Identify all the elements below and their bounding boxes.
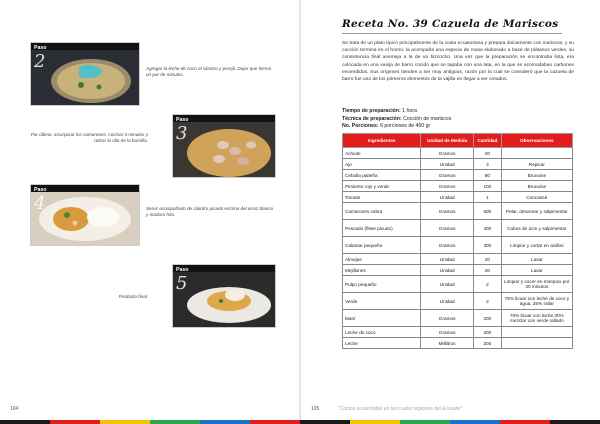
observation-cell: Lavar (501, 265, 572, 276)
ingredient-cell: Almejas (343, 254, 421, 265)
quantity-cell: 500 (474, 203, 502, 220)
prep-time-label: Tiempo de preparación: (342, 108, 401, 114)
unit-cell: Gramos (421, 327, 474, 338)
step-4-image (31, 185, 139, 245)
observation-cell: Brunoise (501, 170, 572, 181)
step-5-tag: Paso (176, 267, 189, 273)
quantity-cell: 2 (474, 293, 502, 310)
unit-cell: Unidad (421, 159, 474, 170)
quantity-cell: 200 (474, 310, 502, 327)
ingredient-cell: Leche (343, 338, 421, 349)
step-4-caption: Servir acompañado de cilantro picado encima del arroz blanco y maduro frito. (146, 206, 274, 217)
step-4-tag: Paso (34, 187, 47, 193)
table-row (343, 181, 573, 192)
unit-cell: Gramos (421, 170, 474, 181)
ingredients-table (342, 133, 573, 349)
ingredient-cell: Camarones cebra (343, 203, 421, 220)
header-cantidad: Cantidad (474, 134, 502, 148)
quantity-cell: 400 (474, 220, 502, 237)
left-page (0, 0, 299, 424)
title-divider (342, 33, 562, 34)
step-3-caption: Por último, incorporar los camarones, cocinar 3 minutos y retirar la olla de la hornilla. (30, 132, 148, 143)
quantity-cell: 3 (474, 159, 502, 170)
unit-cell: Gramos (421, 310, 474, 327)
table-row (343, 293, 573, 310)
ingredient-cell: Pulpo pequeño (343, 276, 421, 293)
step-3-tag: Paso (176, 117, 189, 123)
observation-cell: Limpiar y cocer en mirepoix por 30 minutos (501, 276, 572, 293)
ingredient-cell: Pimiento rojo y verde (343, 181, 421, 192)
color-bar-segment (400, 420, 450, 424)
unit-cell: Gramos (421, 237, 474, 254)
step-5-number: 5 (176, 273, 188, 294)
table-row (343, 170, 573, 181)
step-2-tag: Paso (34, 45, 47, 51)
step-3-image (173, 115, 275, 177)
step-2-number: 2 (34, 51, 46, 72)
table-row (343, 192, 573, 203)
left-page-number: 104 (10, 406, 19, 412)
quantity-cell: 200 (474, 338, 502, 349)
table-row (343, 159, 573, 170)
unit-cell: Unidad (421, 276, 474, 293)
table-row (343, 237, 573, 254)
step-photo-2 (30, 42, 140, 106)
footer-quote: "Cocina sustentable en las cuatro regiones del Ecuador" (338, 406, 463, 412)
right-page (301, 0, 600, 424)
unit-cell: Gramos (421, 181, 474, 192)
ingredient-cell: Pescado (filete picudo) (343, 220, 421, 237)
color-bar-segment (300, 420, 350, 424)
ingredient-cell: Leche de coco (343, 327, 421, 338)
header-observaciones: Observaciones (501, 134, 572, 148)
table-row (343, 254, 573, 265)
portions-value: 6 porciones de 450 gr (380, 123, 431, 130)
ingredient-cell: Achiote (343, 148, 421, 159)
quantity-cell: 80 (474, 170, 502, 181)
observation-cell: Pelar, desvenar y salpimentar (501, 203, 572, 220)
recipe-title: Receta No. 39 Cazuela de Mariscos (342, 18, 559, 30)
color-bar-segment (350, 420, 400, 424)
ingredient-cell: Calamar pequeño (343, 237, 421, 254)
table-row (343, 310, 573, 327)
observation-cell: Lavar (501, 254, 572, 265)
observation-cell: Brunoise (501, 181, 572, 192)
observation-cell (501, 148, 572, 159)
color-bar (0, 420, 600, 424)
ingredient-cell: Verde (343, 293, 421, 310)
quantity-cell: 20 (474, 265, 502, 276)
quantity-cell: 300 (474, 237, 502, 254)
step-photo-5 (172, 264, 276, 328)
quantity-cell: 200 (474, 327, 502, 338)
step-2-caption: Agregar la leche de coco el cilantro y perejil. Dejar que hierva un par de minutos. (146, 66, 272, 77)
table-row (343, 276, 573, 293)
prep-time-value: 1 hora (402, 108, 417, 114)
step-3-number: 3 (176, 123, 188, 144)
ingredient-cell: Cebolla paiteña (343, 170, 421, 181)
unit-cell: Gramos (421, 148, 474, 159)
table-body (343, 148, 573, 349)
recipe-meta (342, 108, 451, 131)
ingredient-cell: Ajo (343, 159, 421, 170)
unit-cell: Gramos (421, 220, 474, 237)
step-photo-3 (172, 114, 276, 178)
color-bar-segment (50, 420, 100, 424)
ingredient-cell: Maní (343, 310, 421, 327)
unit-cell: Mililitros (421, 338, 474, 349)
quantity-cell: 2 (474, 276, 502, 293)
step-5-image (173, 265, 275, 327)
table-row (343, 265, 573, 276)
table-row (343, 338, 573, 349)
quantity-cell: 20 (474, 254, 502, 265)
color-bar-segment (500, 420, 550, 424)
unit-cell: Unidad (421, 254, 474, 265)
step-5-caption: Producto final. (118, 294, 148, 299)
header-unidad: Unidad de Medida (421, 134, 474, 148)
color-bar-segment (450, 420, 500, 424)
quantity-cell: 100 (474, 181, 502, 192)
portions-label: No. Porciones: (342, 123, 379, 130)
table-row (343, 148, 573, 159)
color-bar-segment (100, 420, 150, 424)
ingredient-cell: Mejillones (343, 265, 421, 276)
observation-cell (501, 338, 572, 349)
quantity-cell: 20 (474, 148, 502, 159)
header-ingredientes: Ingredientes (343, 134, 421, 148)
ingredient-cell: Tomate (343, 192, 421, 203)
unit-cell: Unidad (421, 293, 474, 310)
observation-cell: 70% licuar con leche,30% mezclar con verde rallado (501, 310, 572, 327)
table-header-row (343, 134, 573, 148)
observation-cell: Limpiar y cortar en anillos (501, 237, 572, 254)
unit-cell: Unidad (421, 265, 474, 276)
technique-value: Cocción de mariscos (403, 115, 452, 122)
right-page-number: 105 (311, 406, 320, 412)
recipe-intro: Se trata de un plato típico principalmente de la costa ecuatoriana y prepara únicamente con mariscos, y su cocción termina en el horno, la acompaña una especie de masa elaborado a base de plátanos verdes, su consistencia final asemeja a la de un bizcocho. Una vez que la preparación se encontraba lista, era colocada en una vasija de barro cocido que se tapaba con una lata, en la que se acomodaban carbones encendidos. Sus orígenes tienden a ser muy antiguos, razón por la cual se consideró que la cazuela de barro fue uno de los primeros elementos de la vajilla en llegar a ser creados. (342, 41, 574, 83)
table-row (343, 327, 573, 338)
color-bar-segment (550, 420, 600, 424)
color-bar-segment (150, 420, 200, 424)
observation-cell: Cubos de 2cm y salpimentar (501, 220, 572, 237)
step-4-number: 4 (34, 193, 46, 214)
observation-cell: Repicar (501, 159, 572, 170)
color-bar-segment (250, 420, 300, 424)
color-bar-segment (0, 420, 50, 424)
unit-cell: Unidad (421, 192, 474, 203)
table-row (343, 220, 573, 237)
quantity-cell: 1 (474, 192, 502, 203)
observation-cell (501, 327, 572, 338)
observation-cell: Concassé (501, 192, 572, 203)
step-photo-4 (30, 184, 140, 246)
table-row (343, 203, 573, 220)
unit-cell: Gramos (421, 203, 474, 220)
technique-label: Técnica de preparación: (342, 115, 402, 122)
color-bar-segment (200, 420, 250, 424)
observation-cell: 75% licuar con leche de coco y agua, 25% rallar (501, 293, 572, 310)
step-2-image (31, 43, 139, 105)
